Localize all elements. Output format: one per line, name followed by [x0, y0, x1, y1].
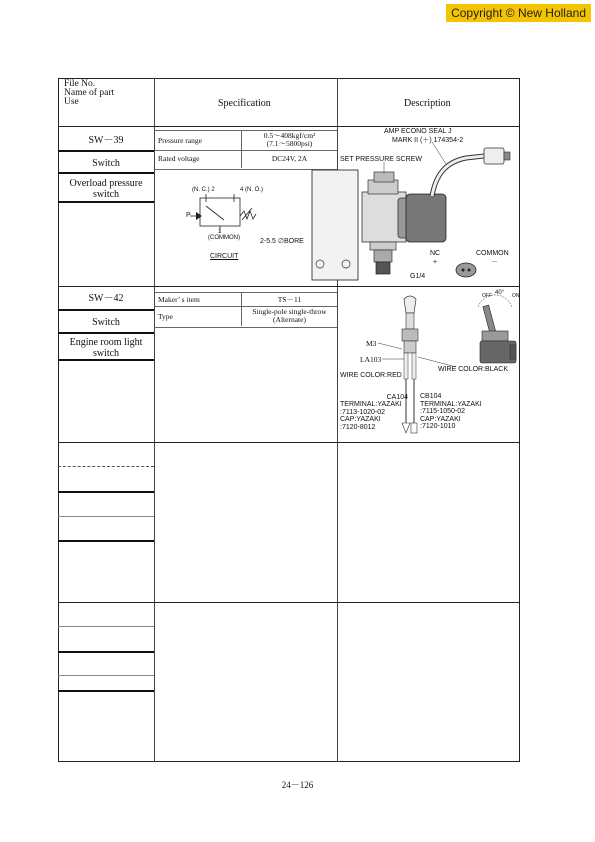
sw39-label-set-screw: SET PRESSURE SCREW	[340, 156, 422, 163]
rule	[58, 675, 154, 676]
sw39-circuit-diagram	[180, 188, 280, 258]
sw39-label-bore: 2-5.5 ∅BORE	[260, 238, 304, 245]
sw42-label-wire-black: WIRE COLOR:BLACK	[438, 366, 509, 373]
sw42-label-ca104: CA104	[386, 394, 408, 401]
rule	[58, 491, 154, 493]
sw42-file-no: SW－42	[88, 293, 124, 304]
sw39-circuit-common: (COMMON)	[208, 235, 240, 241]
sw42-label-wire-red: WIRE COLOR:RED	[340, 372, 402, 379]
sw42-label-on: ON	[512, 293, 520, 299]
sw39-label-amp: AMP ECONO SEAL J	[384, 128, 452, 135]
sw39-label-mark: MARK II (＋) 174354-2	[392, 137, 464, 144]
rule	[58, 516, 154, 517]
sw42-label-cb-term-no: :7115-1050-02	[420, 408, 466, 415]
sw42-label-ca-cap-no: :7120-8012	[340, 423, 376, 431]
header-name-of-part: Name of part	[64, 88, 115, 98]
rule	[58, 150, 154, 152]
header-file-no: File No.	[64, 79, 96, 89]
sw39-label-common: COMMON	[476, 250, 509, 257]
sw39-spec-val-voltage: DC24V, 2A	[271, 154, 308, 163]
sw42-label-m3: M3	[366, 339, 377, 348]
sw42-label-ca-cap: CAP:YAZAKI	[340, 416, 381, 423]
sw42-spec-key-maker: Maker’ s item	[158, 295, 200, 304]
sw42-label-cb-cap-no: :7120-1010	[420, 423, 456, 430]
page-number: 24－126	[281, 780, 314, 790]
column-divider-left	[154, 78, 155, 762]
sw39-circuit-nc: (N. C.) 2	[192, 187, 215, 193]
sw42-use: Engine room light switch	[69, 337, 143, 359]
row-divider-2	[58, 442, 520, 443]
sw42-cb-details	[420, 393, 482, 431]
rule	[58, 651, 154, 653]
rule	[58, 626, 154, 627]
rule	[58, 309, 154, 311]
sw42-spec-val-type: Single-pole single-throw (Alternate)	[252, 307, 327, 324]
header-description: Description	[404, 98, 451, 109]
sw42-label-cb-terminal: TERMINAL:YAZAKI	[420, 400, 482, 408]
rule	[58, 201, 154, 203]
sw39-spec-val-pressure: 0.5～408kgf/cm² (7.1～5800psi)	[263, 131, 316, 148]
sw42-label-cb-cap: CAP:YAZAKI	[420, 415, 461, 423]
sw42-ca-details	[340, 401, 402, 431]
rule	[58, 332, 154, 334]
row-divider-3	[58, 602, 520, 603]
sw39-name: Switch	[92, 158, 120, 169]
rule	[58, 690, 154, 692]
sw39-spec-key-voltage: Rated voltage	[158, 154, 200, 163]
sw42-spec-table	[154, 292, 337, 332]
sw39-label-plus: +	[433, 259, 438, 266]
rule	[58, 466, 154, 467]
sw39-use: Overload pressure switch	[69, 178, 143, 200]
sw42-label-ca-term-no: :7113-1020-02	[340, 408, 386, 416]
sw39-label-minus: －	[491, 259, 498, 266]
rule	[58, 540, 154, 542]
header-specification: Specification	[218, 98, 271, 109]
sw39-file-no: SW－39	[88, 135, 124, 146]
sw39-circuit-no: 4 (N. O.)	[240, 187, 264, 193]
sw42-label-off: OFF	[482, 293, 492, 299]
sw42-label-ca-terminal: TERMINAL:YAZAKI	[340, 401, 402, 408]
sw39-circuit-caption: CIRCUIT	[210, 253, 239, 260]
sw39-label-g14: G1/4	[410, 273, 426, 280]
rule	[58, 172, 154, 174]
sw39-label-nc: NC	[430, 250, 441, 257]
sw39-circuit-p: P	[186, 212, 191, 219]
copyright-badge: Copyright © New Holland	[446, 4, 591, 22]
header-left-labels	[64, 80, 114, 107]
header-use: Use	[64, 97, 79, 107]
sw42-spec-val-maker: TS－11	[277, 295, 302, 304]
sw42-label-angle: 40°	[495, 290, 505, 296]
header-row-divider	[58, 126, 520, 127]
rule	[58, 359, 154, 361]
sw42-label-la103: LA103	[360, 355, 382, 364]
sw39-circuit-common-num: 1	[218, 229, 222, 235]
sw42-label-cb104: CB104	[420, 393, 442, 400]
sw39-spec-key-pressure: Pressure range	[158, 136, 202, 145]
sw42-name: Switch	[92, 317, 120, 328]
sw42-spec-key-type: Type	[158, 312, 173, 321]
